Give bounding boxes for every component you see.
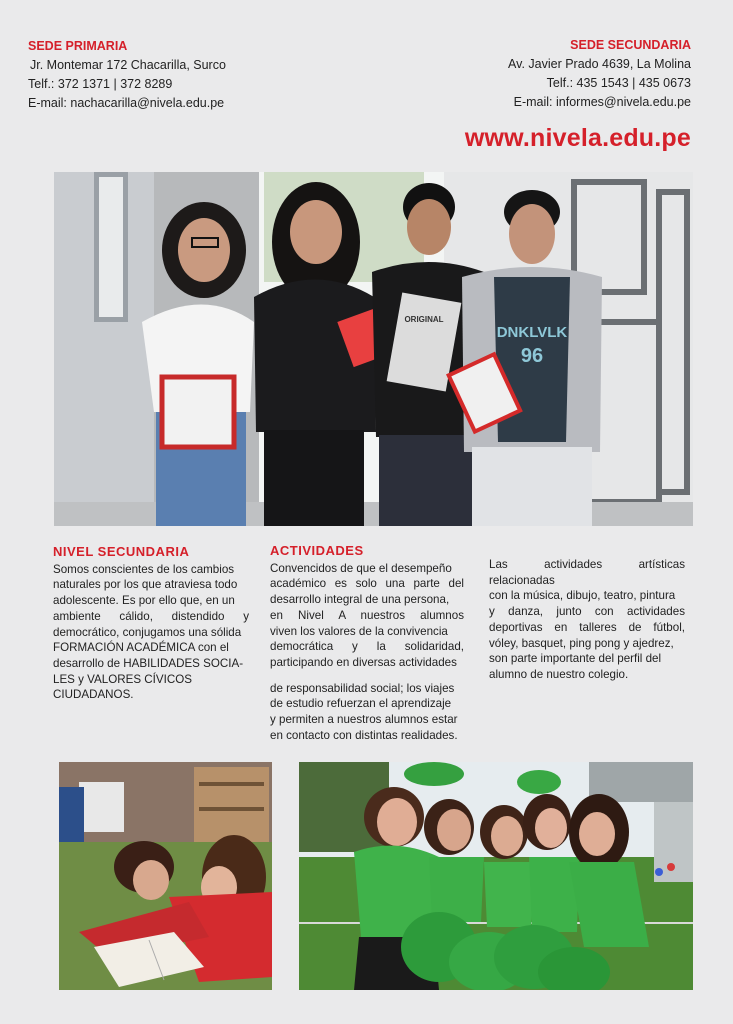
artisticas-line: alumno de nuestro colegio. xyxy=(489,667,629,681)
sede-primaria-heading: SEDE PRIMARIA xyxy=(28,39,128,53)
reading-illustration xyxy=(59,762,272,990)
actividades-line: de responsabilidad social; los viajes xyxy=(270,681,455,695)
shirt-number: 96 xyxy=(520,345,544,367)
students-illustration xyxy=(54,172,693,526)
sede-secundaria-contact xyxy=(508,36,691,112)
artisticas-line: Las actividades artísticas relacionadas xyxy=(489,558,685,587)
sede-secundaria-heading: SEDE SECUNDARIA xyxy=(570,38,691,52)
nivel-secundaria-line: LES y VALORES CÍVICOS xyxy=(53,672,192,686)
artisticas-line: y danza, junto con actividades xyxy=(489,605,685,619)
students-hero-photo xyxy=(54,172,693,526)
actividades-line: académico es solo una parte del xyxy=(270,577,464,591)
nivel-secundaria-line: Somos conscientes de los cambios xyxy=(53,562,235,576)
nivel-secundaria-line: democrático, conjugamos una sólida xyxy=(53,625,242,639)
artisticas-section xyxy=(489,557,685,683)
actividades-line: participando en diversas actividades xyxy=(270,655,457,669)
sede-secundaria-address: Av. Javier Prado 4639, La Molina xyxy=(508,57,691,71)
actividades-section xyxy=(270,543,464,743)
nivel-secundaria-line: ambiente cálido, distendido y xyxy=(53,609,249,623)
sede-primaria-phone: Telf.: 372 1371 | 372 8289 xyxy=(28,77,173,91)
artisticas-line: vóley, basquet, ping pong y ajedrez, xyxy=(489,636,674,650)
nivel-secundaria-line: desarrollo de HABILIDADES SOCIA- xyxy=(53,656,244,670)
nivel-secundaria-line: adolescente. Es por ello que, en un xyxy=(53,594,235,608)
shirt-small-text: ORIGINAL xyxy=(404,315,444,324)
actividades-line: en Nivel A nuestros alumnos xyxy=(270,608,464,622)
shirt-text: DNKLVLK xyxy=(496,324,568,341)
sede-secundaria-phone: Telf.: 435 1543 | 435 0673 xyxy=(546,76,691,90)
website-link[interactable]: www.nivela.edu.pe xyxy=(464,124,691,152)
girls-reading-photo xyxy=(59,762,272,990)
artisticas-line: con la música, dibujo, teatro, pintura xyxy=(489,589,676,603)
sede-secundaria-email: E-mail: informes@nivela.edu.pe xyxy=(513,95,691,109)
artisticas-line: son parte importante del perfil del xyxy=(489,652,662,666)
cheer-illustration xyxy=(299,762,693,990)
actividades-line: democrática y la solidaridad, xyxy=(270,640,464,654)
actividades-line: Convencidos de que el desempeño xyxy=(270,561,452,575)
actividades-line: viven los valores de la convivencia xyxy=(270,624,448,638)
sede-primaria-address: Jr. Montemar 172 Chacarilla, Surco xyxy=(30,58,226,72)
nivel-secundaria-line: naturales por los que atraviesa todo xyxy=(53,578,238,592)
actividades-line: desarrollo integral de una persona, xyxy=(270,593,450,607)
artisticas-line: deportivas en talleres de fútbol, xyxy=(489,620,685,634)
actividades-line: en contacto con distintas realidades. xyxy=(270,728,458,742)
sede-primaria-email: E-mail: nachacarilla@nivela.edu.pe xyxy=(28,96,225,110)
nivel-secundaria-line: CIUDADANOS. xyxy=(53,688,134,702)
actividades-line: y permiten a nuestros alumnos estar xyxy=(270,713,458,727)
nivel-secundaria-section xyxy=(53,544,249,703)
sede-primaria-contact xyxy=(28,37,226,113)
nivel-secundaria-line: FORMACIÓN ACADÉMICA con el xyxy=(53,641,229,655)
actividades-line: de estudio refuerzan el aprendizaje xyxy=(270,697,452,711)
actividades-heading: ACTIVIDADES xyxy=(270,543,364,558)
cheerleaders-photo xyxy=(299,762,693,990)
nivel-secundaria-heading: NIVEL SECUNDARIA xyxy=(53,544,190,559)
